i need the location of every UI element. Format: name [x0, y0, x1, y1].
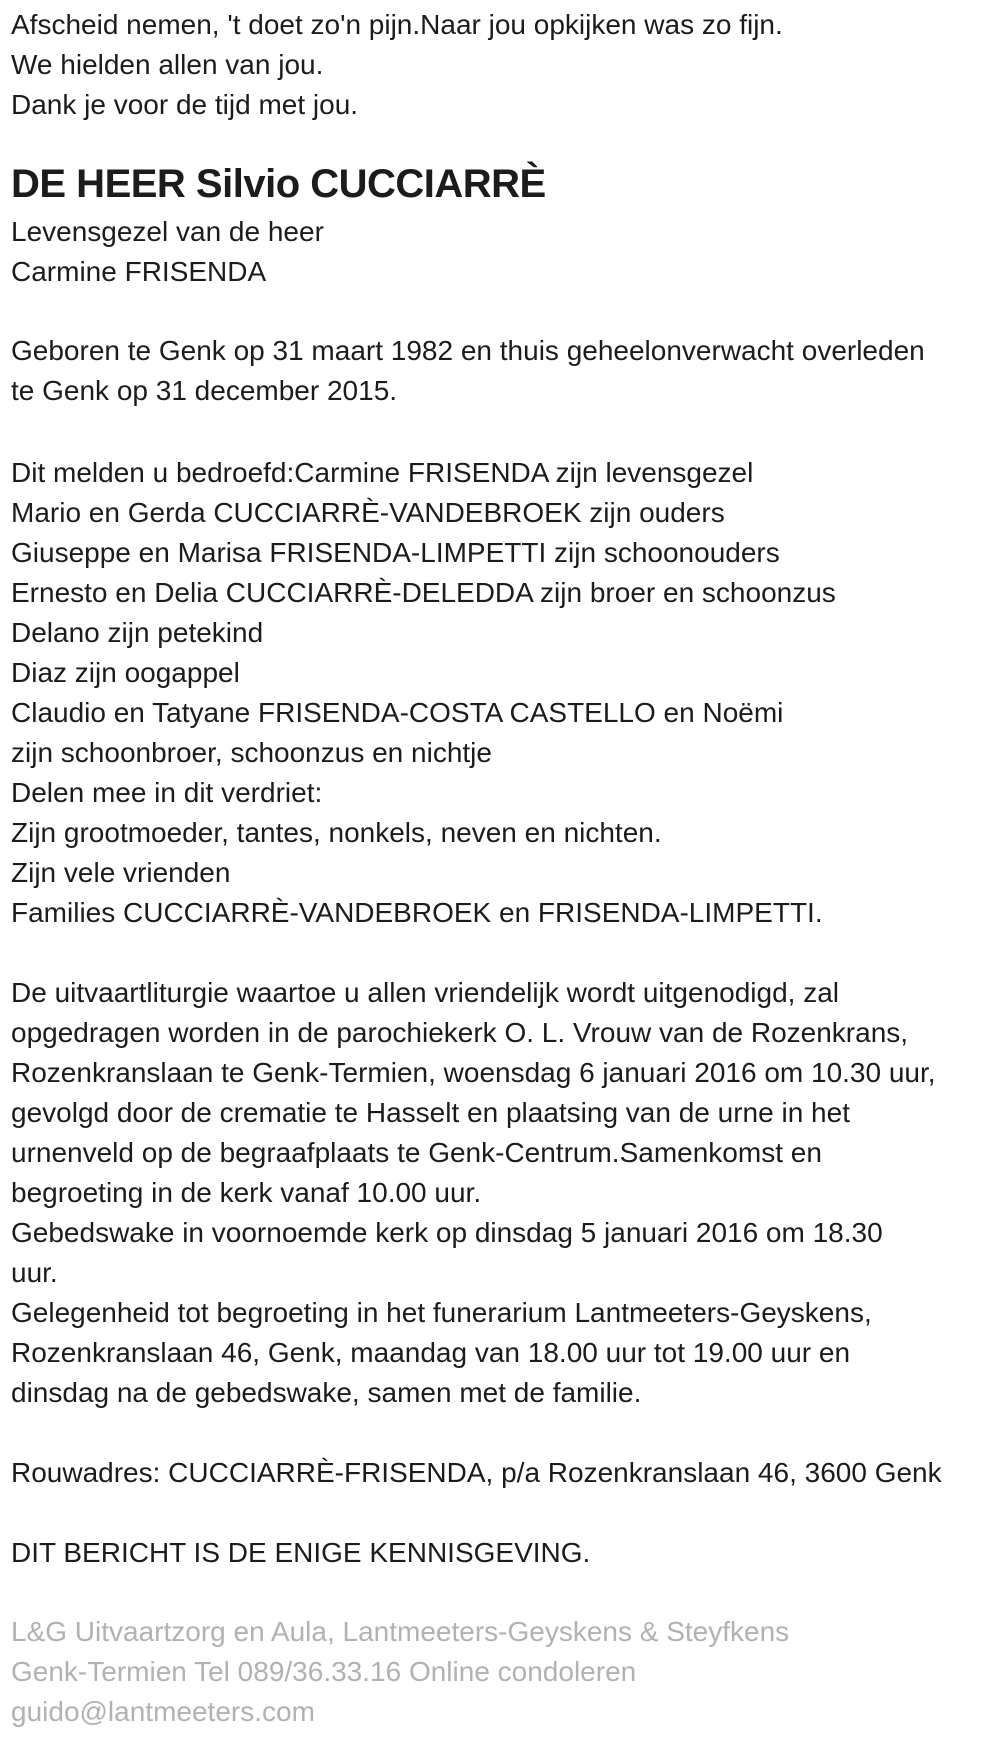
text-line: Geboren te Genk op 31 maart 1982 en thuis geheelonverwacht overleden	[11, 335, 925, 366]
memorial-poem	[11, 5, 989, 125]
text-line: Rozenkranslaan te Genk-Termien, woensdag 6 januari 2016 om 10.30 uur,	[11, 1057, 936, 1088]
text-line: Delano zijn petekind	[11, 617, 264, 648]
text-line: zijn schoonbroer, schoonzus en nichtje	[11, 737, 492, 768]
text-line: Giuseppe en Marisa FRISENDA-LIMPETTI zijn schoonouders	[11, 537, 780, 568]
text-line: Mario en Gerda CUCCIARRÈ-VANDEBROEK zijn ouders	[11, 497, 725, 528]
text-line: Afscheid nemen, 't doet zo'n pijn.Naar jou opkijken was zo fijn.	[11, 9, 783, 40]
deceased-name-title: DE HEER Silvio CUCCIARRÈ	[11, 162, 546, 206]
text-line: Diaz zijn oogappel	[11, 657, 240, 688]
text-line: Delen mee in dit verdriet:	[11, 777, 323, 808]
text-line: Ernesto en Delia CUCCIARRÈ-DELEDDA zijn broer en schoonzus	[11, 577, 836, 608]
text-line: gevolgd door de crematie te Hasselt en plaatsing van de urne in het	[11, 1097, 850, 1128]
text-line: Rozenkranslaan 46, Genk, maandag van 18.00 uur tot 19.00 uur en	[11, 1337, 851, 1368]
text-line: Carmine FRISENDA	[11, 256, 267, 287]
text-line: begroeting in de kerk vanaf 10.00 uur.	[11, 1177, 482, 1208]
text-line: te Genk op 31 december 2015.	[11, 375, 398, 406]
text-line: Claudio en Tatyane FRISENDA-COSTA CASTELLO en Noëmi	[11, 697, 784, 728]
text-line: Genk-Termien Tel 089/36.33.16 Online condoleren	[11, 1656, 637, 1687]
text-line: opgedragen worden in de parochiekerk O. L. Vrouw van de Rozenkrans,	[11, 1017, 909, 1048]
deceased-header	[11, 156, 989, 292]
sole-notification-notice: DIT BERICHT IS DE ENIGE KENNISGEVING.	[11, 1537, 591, 1568]
text-line: Levensgezel van de heer	[11, 216, 324, 247]
text-line: uur.	[11, 1257, 58, 1288]
text-line: guido@lantmeeters.com	[11, 1696, 315, 1727]
text-line: Zijn vele vrienden	[11, 857, 231, 888]
text-line: Dit melden u bedroefd:Carmine FRISENDA zijn levensgezel	[11, 457, 754, 488]
text-line: Gebedswake in voornoemde kerk op dinsdag 5 januari 2016 om 18.30	[11, 1217, 883, 1248]
family-announcement-list	[11, 453, 989, 933]
text-line: Families CUCCIARRÈ-VANDEBROEK en FRISENDA-LIMPETTI.	[11, 897, 823, 928]
partner-relation	[11, 212, 989, 292]
birth-death-statement	[11, 331, 989, 411]
text-line: Gelegenheid tot begroeting in het funerarium Lantmeeters-Geyskens,	[11, 1297, 872, 1328]
text-line: Dank je voor de tijd met jou.	[11, 89, 359, 120]
funeral-home-info	[11, 1612, 989, 1732]
text-line: We hielden allen van jou.	[11, 49, 324, 80]
text-line: L&G Uitvaartzorg en Aula, Lantmeeters-Geyskens & Steyfkens	[11, 1616, 790, 1647]
text-line: urnenveld op de begraafplaats te Genk-Centrum.Samenkomst en	[11, 1137, 822, 1168]
text-line: dinsdag na de gebedswake, samen met de familie.	[11, 1377, 642, 1408]
text-line: De uitvaartliturgie waartoe u allen vriendelijk wordt uitgenodigd, zal	[11, 977, 840, 1008]
mourning-address: Rouwadres: CUCCIARRÈ-FRISENDA, p/a Rozenkranslaan 46, 3600 Genk	[11, 1457, 942, 1488]
funeral-service-details	[11, 973, 989, 1413]
text-line: Zijn grootmoeder, tantes, nonkels, neven en nichten.	[11, 817, 662, 848]
